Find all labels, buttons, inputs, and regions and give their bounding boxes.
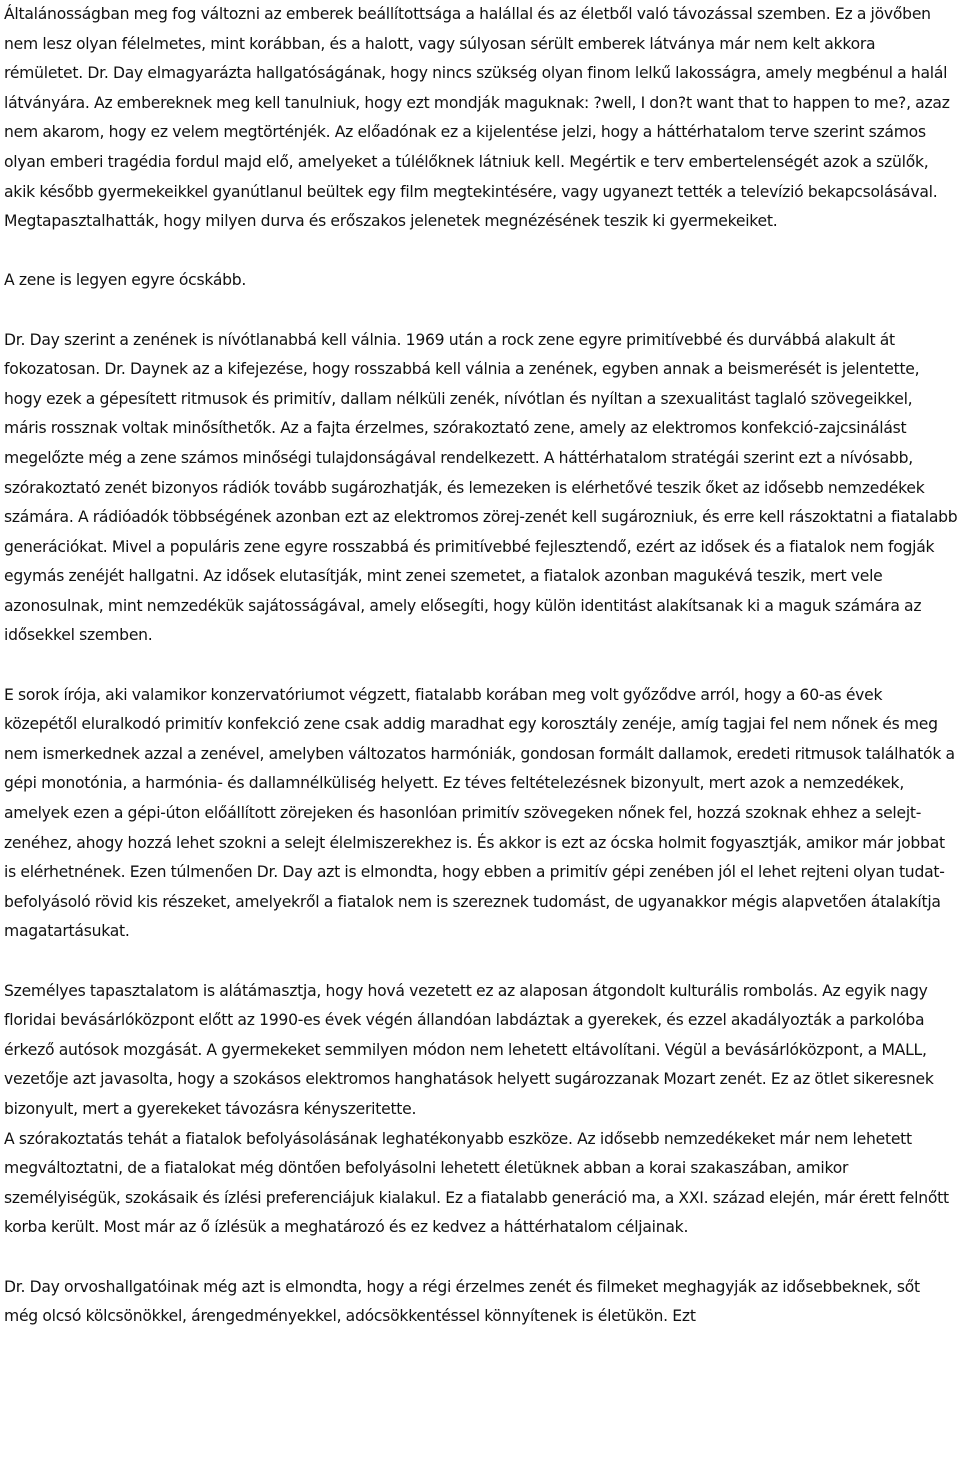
paragraph-entertainment-influence: A szórakoztatás tehát a fiatalok befolyásolásának leghatékonyabb eszköze. Az idősebb nemzedékeket már nem lehetett megváltoztatni, de a fiatalokat még döntően befolyásolni lehetett életüknek abban a korai szakaszában, amikor személyiségük, szokásaik és ízlési preferenciájuk kialakul. Ez a fiatalabb generáció ma, a XXI. század elején, már érett felnőtt korba került. Most már az ő ízlésük a meghatározó és ez kedvez a háttérhatalom céljainak. — [4, 1129, 949, 1237]
paragraph-attitude-toward-death: Általánosságban meg fog változni az emberek beállítottsága a halállal és az életből való távozással szemben. Ez a jövőben nem lesz olyan félelmetes, mint korábban, és a halott, vagy súlyosan sérült emberek látványa már nem kelt akkora rémületet. Dr. Day elmagyarázta hallgatóságának, hogy nincs szükség olyan finom lelkű lakosságra, amely megbénul a halál látványára. Az embereknek meg kell tanulniuk, hogy ezt mondják maguknak: ?well, I don?t want that to happen to me?, azaz nem akarom, hogy ez velem megtörténjék. Az előadónak ez a kijelentése jelzi, hogy a háttérhatalom terve szerint számos olyan emberi tragédia fordul majd elő, amelyeket a túlélőknek látniuk kell. Megértik e terv embertelenségét azok a szülők, akik később gyermekeikkel gyanútlanul beültek egy film megtekintésére, vagy ugyanezt tették a televízió bekapcsolásával. Megtapasztalhatták, hogy milyen durva és erőszakos jelenetek megnézésének teszik ki gyermekeiket. — [4, 5, 950, 231]
paragraph-spacer — [4, 296, 958, 326]
paragraph-music-degradation: Dr. Day szerint a zenének is nívótlanabbá kell válnia. 1969 után a rock zene egyre primitívebbé és durvábbá alakult át fokozatosan. Dr. Daynek az a kifejezése, hogy rosszabbá kell válnia a zenének, egyben annak a beismerését is jelentette, hogy ezek a gépesített ritmusok és primitív, dallam nélküli zenék, nívótlan és nyíltan a szexualitást taglaló szövegeikkel, máris rossznak voltak minősíthetők. Az a fajta érzelmes, szórakoztató zene, amely az elektromos konfekció-zajcsinálást megelőzte még a zene számos minőségi tulajdonságával rendelkezett. A háttérhatalom stratégái szerint ezt a nívósabb, szórakoztató zenét bizonyos rádiók tovább sugározhatják, és lemezeken is elérhetővé teszik őket az idősebb nemzedékek számára. A rádióadók többségének azonban ezt az elektromos zörej-zenét kell sugározniuk, és erre kell rászoktatni a fiatalabb generációkat. Mivel a populáris zene egyre rosszabbá és primitívebbé fejlesztendő, ezért az idősek és a fiatalok nem fogják egymás zenéjét hallgatni. Az idősek elutasítják, mint zenei szemetet, a fiatalok azonban magukévá teszik, mert vele azonosulnak, mint nemzedékük sajátosságával, amely elősegíti, hogy külön identitást alakítsanak ki a maguk számára az idősekkel szemben. — [4, 330, 958, 645]
paragraph-spacer — [4, 651, 958, 681]
section-heading-music: A zene is legyen egyre ócskább. — [4, 271, 247, 290]
document-page — [4, 0, 958, 1332]
paragraph-author-experience: E sorok írója, aki valamikor konzervatóriumot végzett, fiatalabb korában meg volt győződve arról, hogy a 60-as évek közepétől eluralkodó primitív konfekció zene csak addig maradhat egy korosztály zenéje, amíg tagjai fel nem nőnek és meg nem ismerkednek azzal a zenével, amelyben változatos harmóniák, gondosan formált dallamok, eredeti ritmusok találhatók a gépi monotónia, a harmónia- és dallamnélküliség helyett. Ez téves feltételezésnek bizonyult, mert azok a nemzedékek, amelyek ezen a gépi-úton előállított zörejeken és hasonlóan primitív szövegeken nőnek fel, hozzá szoknak ehhez a selejt-zenéhez, ahogy hozzá lehet szokni a selejt élelmiszerekhez is. És akkor is ezt az ócska holmit fogyasztják, amikor már jobbat is elérhetnének. Ezen túlmenően Dr. Day azt is elmondta, hogy ebben a primitív gépi zenében jól el lehet rejteni olyan tudat-befolyásoló rövid kis részeket, amelyekről a fiatalok nem is szereznek tudomást, de ugyanakkor mégis alapvetően átalakítja magatartásukat. — [4, 685, 955, 941]
paragraph-older-generation: Dr. Day orvoshallgatóinak még azt is elmondta, hogy a régi érzelmes zenét és filmeket meghagyják az idősebbeknek, sőt még olcsó kölcsönökkel, árengedményekkel, adócsökkentéssel könnyítenek is életükön. Ezt — [4, 1277, 920, 1326]
paragraph-spacer — [4, 237, 958, 267]
paragraph-personal-anecdote: Személyes tapasztalatom is alátámasztja, hogy hová vezetett ez az alaposan átgondolt kulturális rombolás. Az egyik nagy floridai bevásárlóközpont előtt az 1990-es évek végén állandóan labdáztak a gyerekek, és ezzel akadályozták a parkolóba érkező autósok mozgását. A gyermekeket semmilyen módon nem lehetett eltávolítani. Végül a bevásárlóközpont, a MALL, vezetője azt javasolta, hogy a szokásos elektromos hanghatások helyett sugározzanak Mozart zenét. Ez az ötlet sikeresnek bizonyult, mert a gyerekeket távozásra kényszeritette. — [4, 981, 934, 1118]
paragraph-spacer — [4, 1243, 958, 1273]
paragraph-spacer — [4, 947, 958, 977]
